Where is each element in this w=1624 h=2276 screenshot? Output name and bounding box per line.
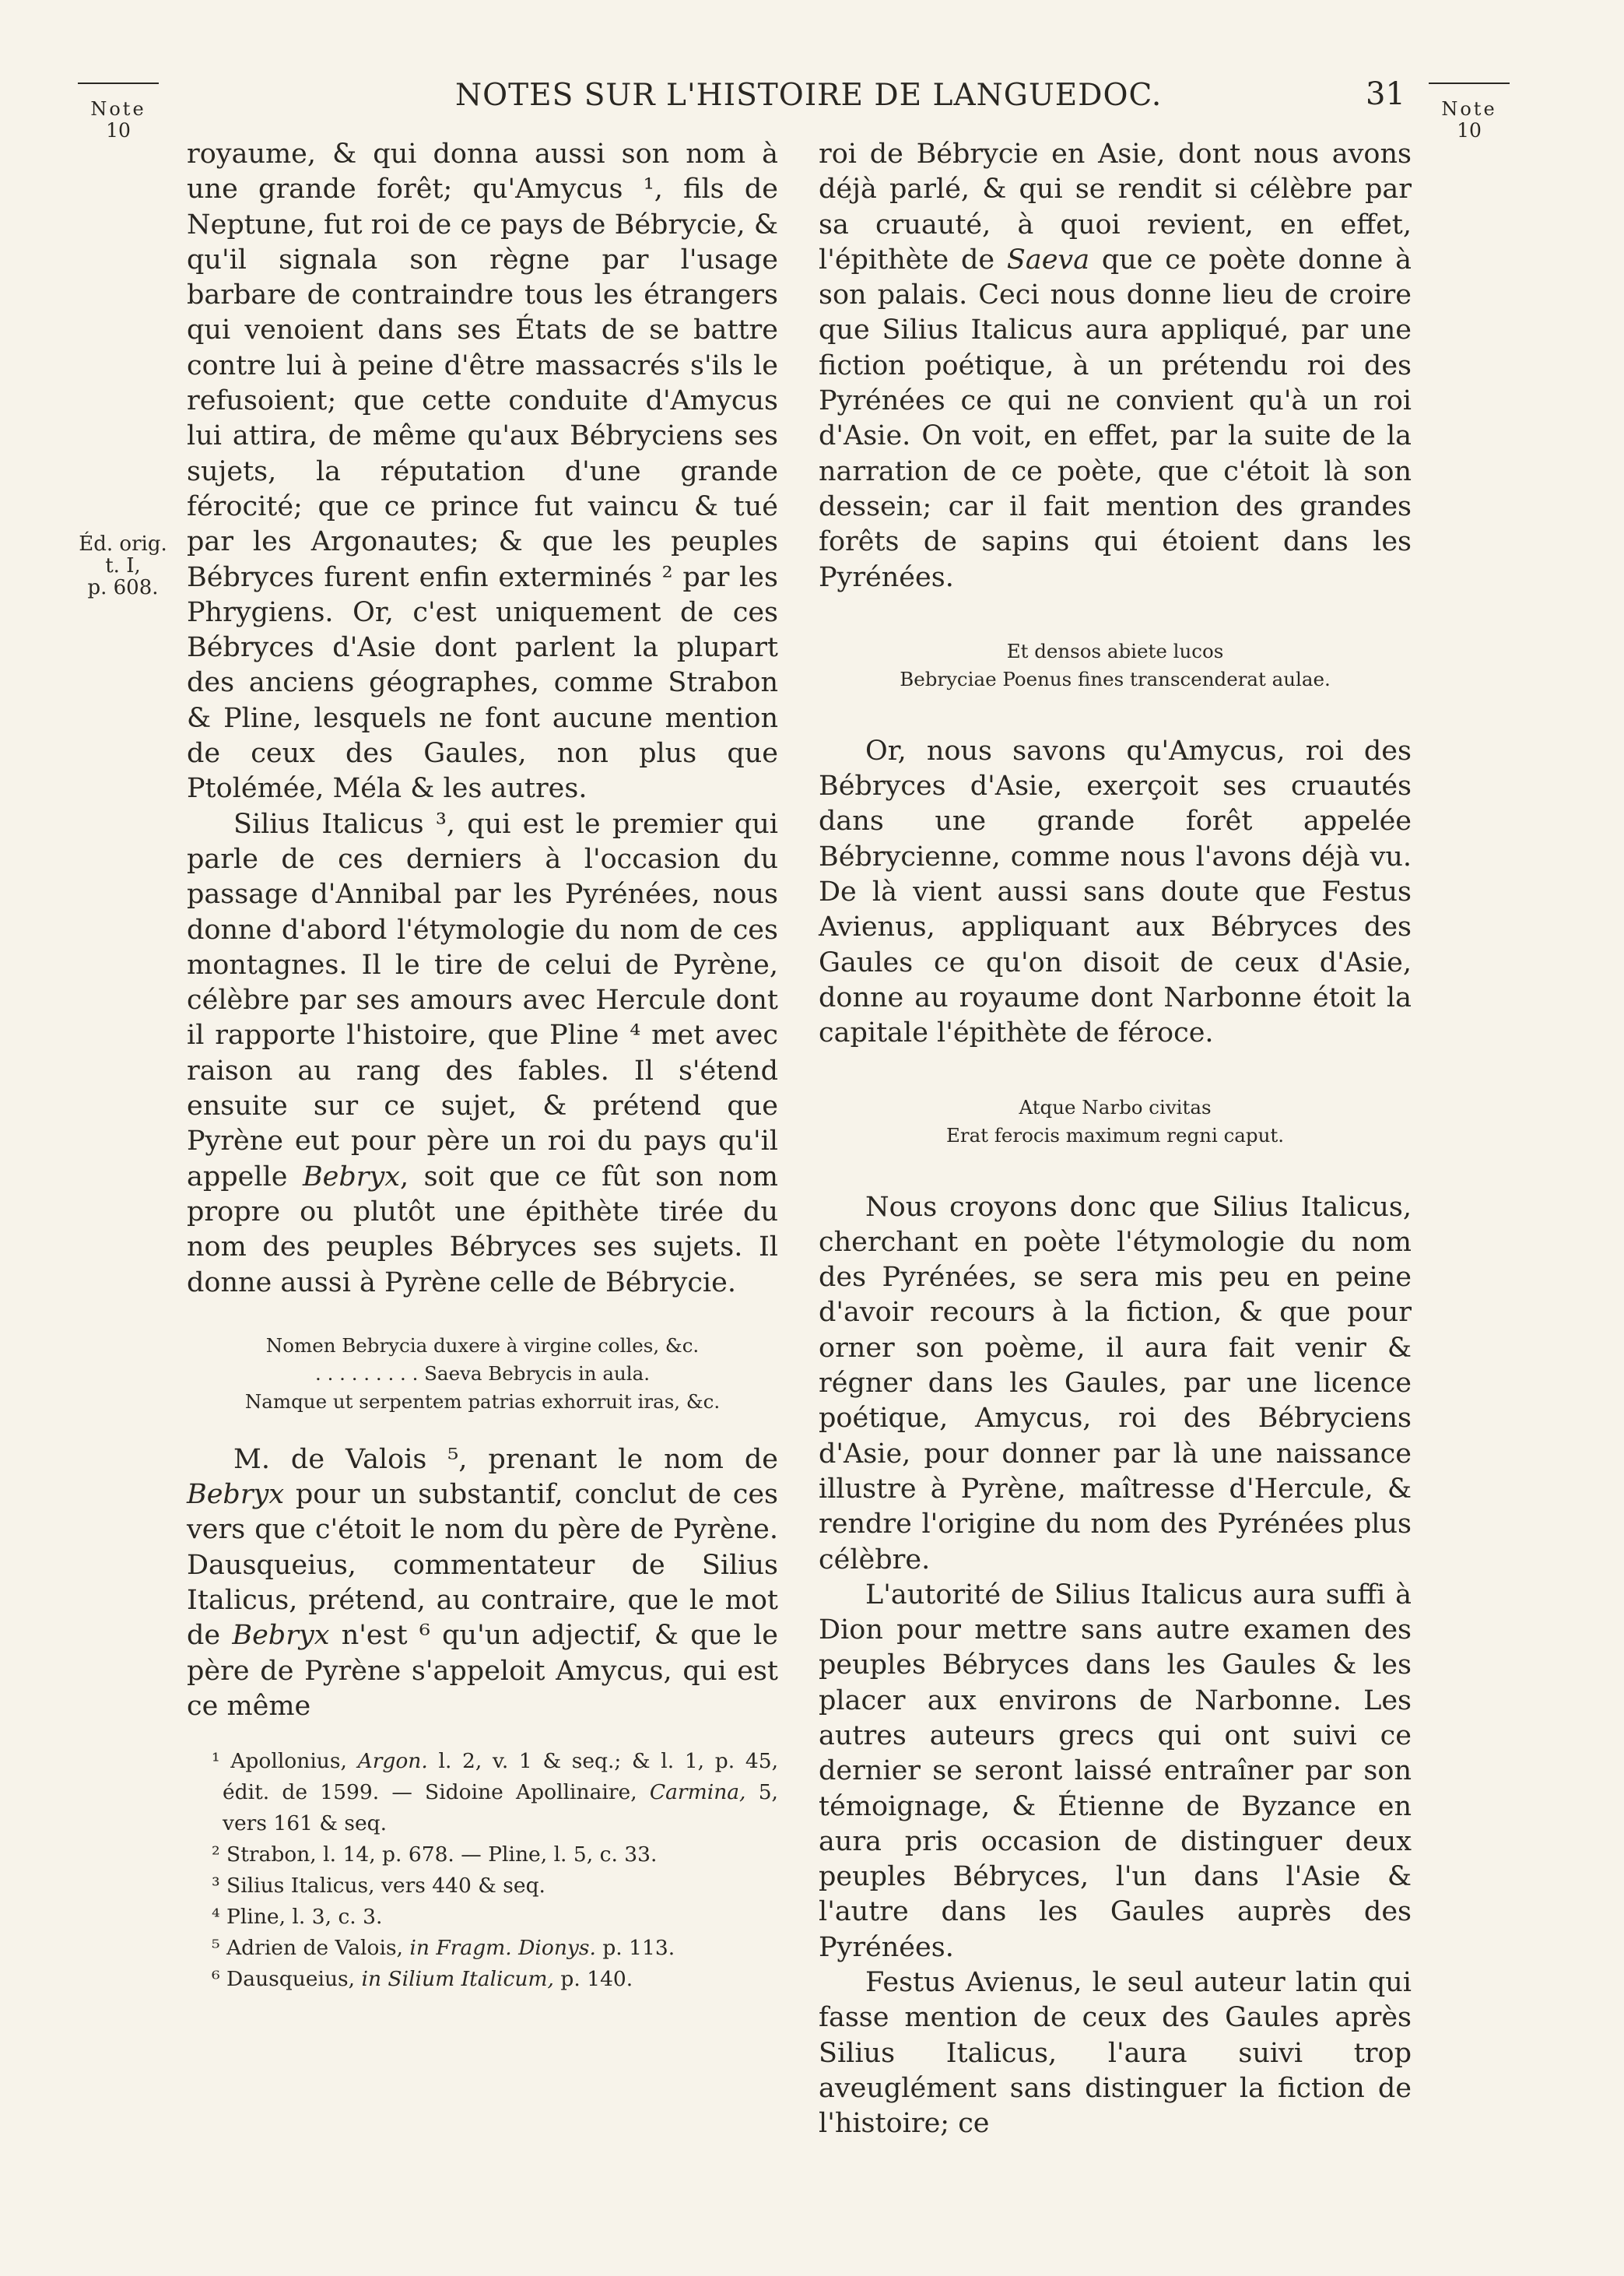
quote-line: Nomen Bebrycia duxere à virgine colles, &c. [265,1333,700,1357]
footnotes [187,1746,778,1995]
left-column [187,137,778,1995]
footnote: ⁶ Dausqueius, in Silium Italicum, p. 140. [212,1967,633,1992]
latin-quotation [187,1332,778,1416]
ed-orig-line: t. I, [105,554,141,578]
quote-line: Namque ut serpentem patrias exhorruit iras, &c. [244,1389,721,1413]
paragraph: Silius Italicus ³, qui est le premier qui parle de ces derniers à l'occasion du passage d'Annibal par les Pyrénées, nous donne d'abord l'étymologie du nom de ces montagnes. Il le tire de celui de Pyrène, célèbre par ses amours avec Hercule dont il rapporte l'histoire, que Pline ⁴ met avec raison au rang des fables. Il s'étend ensuite sur ce sujet, & prétend que Pyrène eut pour père un roi du pays qu'il appelle Bebryx, soit que ce fût son nom propre ou plutôt une épithète tirée du nom des peuples Bébryces ses sujets. Il donne aussi à Pyrène celle de Bébrycie. [187,808,778,1298]
note-label: Note [90,98,146,120]
page-number: 31 [1366,76,1405,112]
quote-line: Atque Narbo civitas [1019,1095,1212,1119]
note-number: 10 [106,119,131,142]
margin-note-right [1429,83,1510,142]
paragraph: royaume, & qui donna aussi son nom à une grande forêt; qu'Amycus ¹, fils de Neptune, fut roi de ce pays de Bébrycie, & qu'il signala son règne par l'usage barbare de contraindre tous les étrangers qui venoient dans ses États de se battre contre lui à peine d'être massacrés s'ils le refusoient; que cette conduite d'Amycus lui attira, de même qu'aux Bébryciens ses sujets, la réputation d'une grande férocité; que ce prince fut vaincu & tué par les Argonautes; & que les peuples Bébryces furent enfin exterminés ² par les Phrygiens. Or, c'est uniquement de ces Bébryces d'Asie dont parlent la plupart des anciens géographes, comme Strabon & Pline, lesquels ne font aucune mention de ceux des Gaules, non plus que Ptolémée, Méla & les autres. [187,139,778,805]
ed-orig-line: p. 608. [87,576,159,599]
paragraph: L'autorité de Silius Italicus aura suffi à Dion pour mettre sans autre examen des peuples Bébryces dans les Gaules & les placer aux environs de Narbonne. Les autres auteurs grecs qui ont suivi ce dernier se seront laissé entraîner par son témoignage, & Étienne de Byzance en aura pris occasion de distinguer deux peuples Bébryces, l'un dans l'Asie & l'autre dans les Gaules auprès des Pyrénées. [819,1579,1412,1963]
margin-note-left [78,83,159,142]
latin-quotation [819,637,1412,694]
footnote: ⁴ Pline, l. 3, c. 3. [212,1905,383,1930]
right-column [819,137,1412,2142]
paragraph: Festus Avienus, le seul auteur latin qui fasse mention de ceux des Gaules après Silius Italicus, l'aura suivi trop aveuglément sans distinguer la fiction de l'histoire; ce [819,1967,1412,2140]
quote-line: Bebryciae Poenus fines transcenderat aulae. [900,667,1331,690]
footnote: ³ Silius Italicus, vers 440 & seq. [212,1874,545,1898]
footnote: ² Strabon, l. 14, p. 678. — Pline, l. 5, c. 33. [212,1842,658,1867]
paragraph: Or, nous savons qu'Amycus, roi des Bébryces d'Asie, exerçoit ses cruautés dans une grande forêt appelée Bébrycienne, comme nous l'avons déjà vu. De là vient aussi sans doute que Festus Avienus, appliquant aux Bébryces des Gaules ce qu'on disoit de ceux d'Asie, donne au royaume dont Narbonne étoit la capitale l'épithète de féroce. [819,735,1412,1049]
footnote: ⁵ Adrien de Valois, in Fragm. Dionys. p. 113. [212,1936,675,1961]
note-label: Note [1441,98,1497,120]
paragraph: Nous croyons donc que Silius Italicus, cherchant en poète l'étymologie du nom des Pyrénées, se sera mis peu en peine d'avoir recours à la fiction, & que pour orner son poème, il aura fait venir & régner dans les Gaules, par une licence poétique, Amycus, roi des Bébryciens d'Asie, pour donner par là une naissance illustre à Pyrène, maîtresse d'Hercule, & rendre l'origine du nom des Pyrénées plus célèbre. [819,1191,1412,1575]
margin-rule [78,83,159,84]
note-number: 10 [1457,119,1482,142]
ed-orig-line: Éd. orig. [79,532,167,556]
quote-line: . . . . . . . . . Saeva Bebrycis in aula. [315,1361,650,1385]
paragraph: roi de Bébrycie en Asie, dont nous avons déjà parlé, & qui se rendit si célèbre par sa cruauté, à quoi revient, en effet, l'épithète de Saeva que ce poète donne à son palais. Ceci nous donne lieu de croire que Silius Italicus aura appliqué, par une fiction poétique, à un prétendu roi des Pyrénées ce qui ne convient qu'à un roi d'Asie. On voit, en effet, par la suite de la narration de ce poète, que c'étoit là son dessein; car il fait mention des grandes forêts de sapins qui étoient dans les Pyrénées. [819,139,1412,593]
latin-quotation [819,1094,1412,1150]
quote-line: Erat ferocis maximum regni caput. [945,1123,1285,1147]
paragraph: M. de Valois ⁵, prenant le nom de Bebryx pour un substantif, conclut de ces vers que c'étoit le nom du père de Pyrène. Dausqueius, commentateur de Silius Italicus, prétend, au contraire, que le mot de Bebryx n'est ⁶ qu'un adjectif, & que le père de Pyrène s'appeloit Amycus, qui est ce même [187,1443,779,1722]
running-title: NOTES SUR L'HISTOIRE DE LANGUEDOC. [455,78,1163,113]
original-edition-reference [68,533,177,599]
margin-rule [1429,83,1510,84]
footnote: ¹ Apollonius, Argon. l. 2, v. 1 & seq.; & l. 1, p. 45, édit. de 1599. — Sidoine Apollinaire, Carmina, 5, vers 161 & seq. [212,1749,778,1836]
quote-line: Et densos abiete lucos [1006,639,1224,662]
